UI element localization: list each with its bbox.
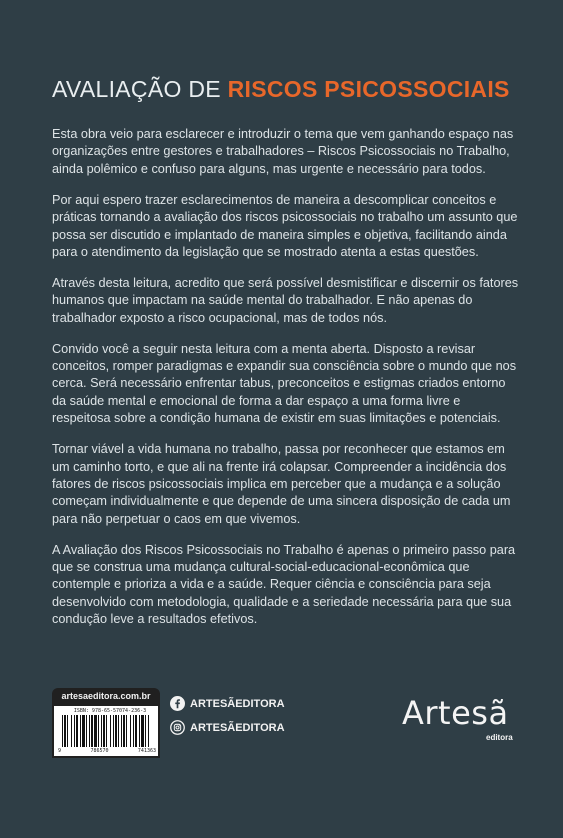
barcode-stripe — [133, 715, 134, 747]
publisher-logo — [402, 690, 522, 750]
book-title — [52, 76, 532, 103]
barcode-stripe — [121, 715, 122, 747]
facebook-link[interactable] — [170, 696, 285, 711]
paragraph-2: Por aqui espero trazer esclarecimentos de maneira a descomplicar conceitos e práticas tornando a avaliação dos riscos psicossociais no trabalho um assunto que possa ser discutido e implantado de maneira simples e objetiva, facilitando ainda para o atendimento da legislação que se mostrado atenta a estas questões. — [52, 192, 518, 259]
back-cover-text — [52, 126, 522, 642]
barcode-stripe — [62, 715, 63, 747]
title-accent: RISCOS PSICOSSOCIAIS — [227, 76, 510, 102]
logo-wordmark: Artesã — [402, 694, 509, 732]
website-label: artesaeditora.com.br — [52, 688, 160, 704]
barcode-stripe — [103, 715, 105, 747]
barcode-stripe — [91, 715, 93, 747]
facebook-icon — [170, 696, 185, 711]
barcode-stripe — [126, 715, 127, 747]
isbn-text: ISBN: 978-65-57074-236-3 — [73, 708, 147, 714]
barcode-stripe — [123, 715, 125, 747]
paragraph-3: Através desta leitura, acredito que será possível desmistificar e discernir os fatores humanos que impactam na saúde mental do trabalhador. E não apenas do trabalhador exposto a risco ocupacional, mas de todos nós. — [52, 275, 519, 325]
footer — [0, 688, 563, 768]
barcode-stripe — [148, 715, 149, 747]
barcode-stripe — [67, 715, 68, 747]
barcode-stripe — [135, 715, 137, 747]
barcode-stripe — [130, 715, 131, 747]
logo-subtitle: editora — [486, 733, 513, 742]
barcode-stripe — [89, 715, 90, 747]
title-prefix: AVALIAÇÃO DE — [52, 76, 228, 102]
paragraph-4: Convido você a seguir nesta leitura com a menta aberta. Disposto a revisar conceitos, romper paradigmas e expandir sua consciência sobre o mundo que nos cerca. Será necessário enfrentar tabus, preconceitos e estigmas criados entorno da saúde mental e emocional de forma a dar espaço a uma forma livre e respeitosa sobre a condição humana de existir em suas limitações e potenciais. — [52, 341, 517, 426]
barcode-stripe — [64, 715, 66, 747]
barcode-stripe — [113, 715, 114, 747]
barcode-stripe — [76, 715, 78, 747]
barcode-stripe — [74, 715, 75, 747]
barcode-digits — [58, 748, 156, 754]
barcode-stripe — [98, 715, 99, 747]
barcode-stripe — [80, 715, 81, 747]
facebook-handle: ARTESÃEDITORA — [190, 697, 285, 710]
barcode-digit-1: 786570 — [90, 748, 109, 754]
instagram-icon — [170, 720, 185, 735]
barcode-stripe — [82, 715, 85, 747]
barcode-stripe — [118, 715, 119, 747]
barcode-stripe — [141, 715, 144, 747]
paragraph-5: Tornar viável a vida humana no trabalho, passa por reconhecer que estamos em um caminho torto, e que ali na frente irá colapsar. Compreender a incidência dos fatores de riscos psicossociais implica em perceber que a mudança e a solução começam individualmente e que depende de uma sincera disposição de cada um para não perpetuar o caos em que vivemos. — [52, 442, 511, 526]
barcode-stripe — [115, 715, 117, 747]
barcode — [52, 704, 160, 758]
instagram-handle: ARTESÃEDITORA — [190, 721, 285, 734]
barcode-stripe — [94, 715, 97, 747]
paragraph-6: A Avaliação dos Riscos Psicossociais no Trabalho é apenas o primeiro passo para que se construa uma mudança cultural-social-educacional-econômica que contemple e prioriza a vida e a saúde. Requer ciência e consciência para seja desenvolvido com metodologia, qualidade e a seriedade necessária para que sua condução leve a resultados efetivos. — [52, 542, 516, 627]
barcode-stripe — [86, 715, 87, 747]
barcode-stripe — [139, 715, 140, 747]
barcode-stripe — [71, 715, 72, 747]
barcode-bars — [62, 715, 152, 747]
barcode-digit-0: 9 — [58, 748, 62, 754]
paragraph-1: Esta obra veio para esclarecer e introduzir o tema que vem ganhando espaço nas organizações entre gestores e trabalhadores – Riscos Psicossociais no Trabalho, ainda polêmico e confuso para alguns, mas urgente e necessário para todos. — [52, 127, 514, 176]
barcode-stripe — [145, 715, 146, 747]
barcode-stripe — [101, 715, 102, 747]
barcode-stripe — [106, 715, 107, 747]
barcode-digit-2: 741363 — [137, 748, 156, 754]
barcode-stripe — [110, 715, 111, 747]
instagram-link[interactable] — [170, 720, 285, 735]
